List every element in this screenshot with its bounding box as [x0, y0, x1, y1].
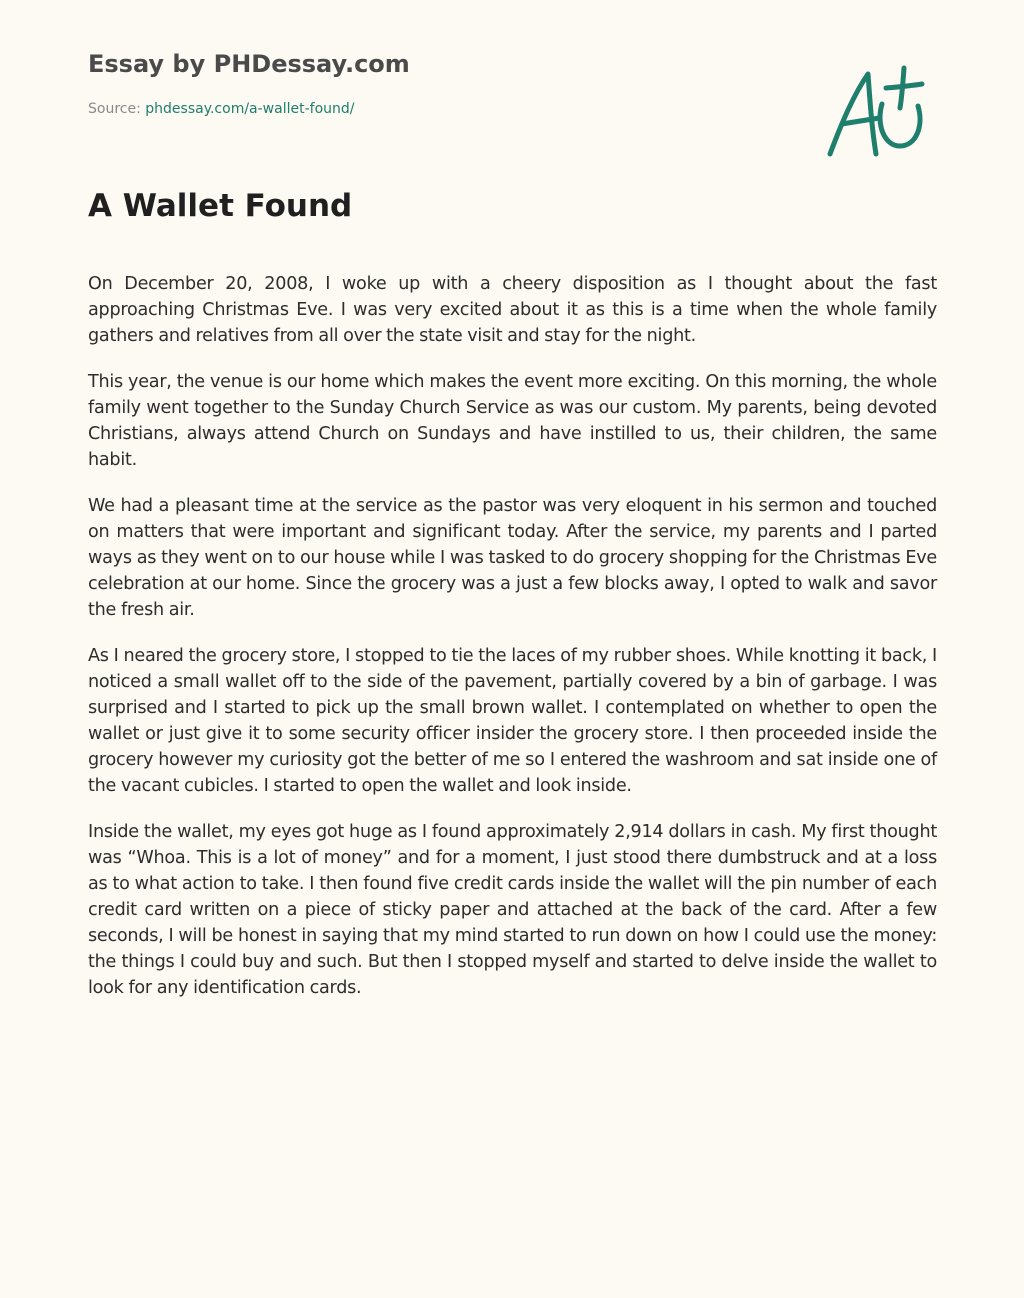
- essay-paragraph: This year, the venue is our home which makes the event more exciting. On this morning, the whole family went together to the Sunday Church Service as was our custom. My parents, being devoted Christians, always attend Church on Sundays and have instilled to us, their children, the same habit.: [88, 372, 937, 470]
- essay-paragraph: On December 20, 2008, I woke up with a cheery disposition as I thought about the fast approaching Christmas Eve. I was very excited about it as this is a time when the whole family gathers and relatives from all over the state visit and stay for the night.: [88, 274, 937, 346]
- source-link[interactable]: phdessay.com/a-wallet-found/: [145, 101, 355, 117]
- source-line: [88, 101, 355, 117]
- essay-paragraph: As I neared the grocery store, I stopped to tie the laces of my rubber shoes. While knotting it back, I noticed a small wallet off to the side of the pavement, partially covered by a bin of garbage. I was surprised and I started to pick up the small brown wallet. I contemplated on whether to open the wallet or just give it to some security officer insider the grocery store. I then proceeded inside the grocery however my curiosity got the better of me so I entered the washroom and sat inside one of the vacant cubicles. I started to open the wallet and look inside.: [88, 646, 937, 796]
- essay-title: A Wallet Found: [88, 188, 353, 224]
- source-label: Source:: [88, 101, 146, 117]
- essay-body: [88, 271, 937, 1021]
- essay-paragraph: We had a pleasant time at the service as the pastor was very eloquent in his sermon and touched on matters that were important and significant today. After the service, my parents and I parted ways as they went on to our house while I was tasked to do grocery shopping for the Christmas Eve celebration at our home. Since the grocery was a just a few blocks away, I opted to walk and savor the fresh air.: [88, 496, 937, 620]
- site-brand: Essay by PHDessay.com: [88, 50, 410, 78]
- essay-paragraph: Inside the wallet, my eyes got huge as I found approximately 2,914 dollars in cash. My first thought was “Whoa. This is a lot of money” and for a moment, I just stood there dumbstruck and at a loss as to what action to take. I then found five credit cards inside the wallet will the pin number of each credit card written on a piece of sticky paper and attached at the back of the card. After a few seconds, I will be honest in saying that my mind started to run down on how I could use the money: the things I could buy and such. But then I stopped myself and started to delve inside the wallet to look for any identification cards.: [88, 822, 937, 998]
- a-plus-grade-icon: [820, 62, 930, 162]
